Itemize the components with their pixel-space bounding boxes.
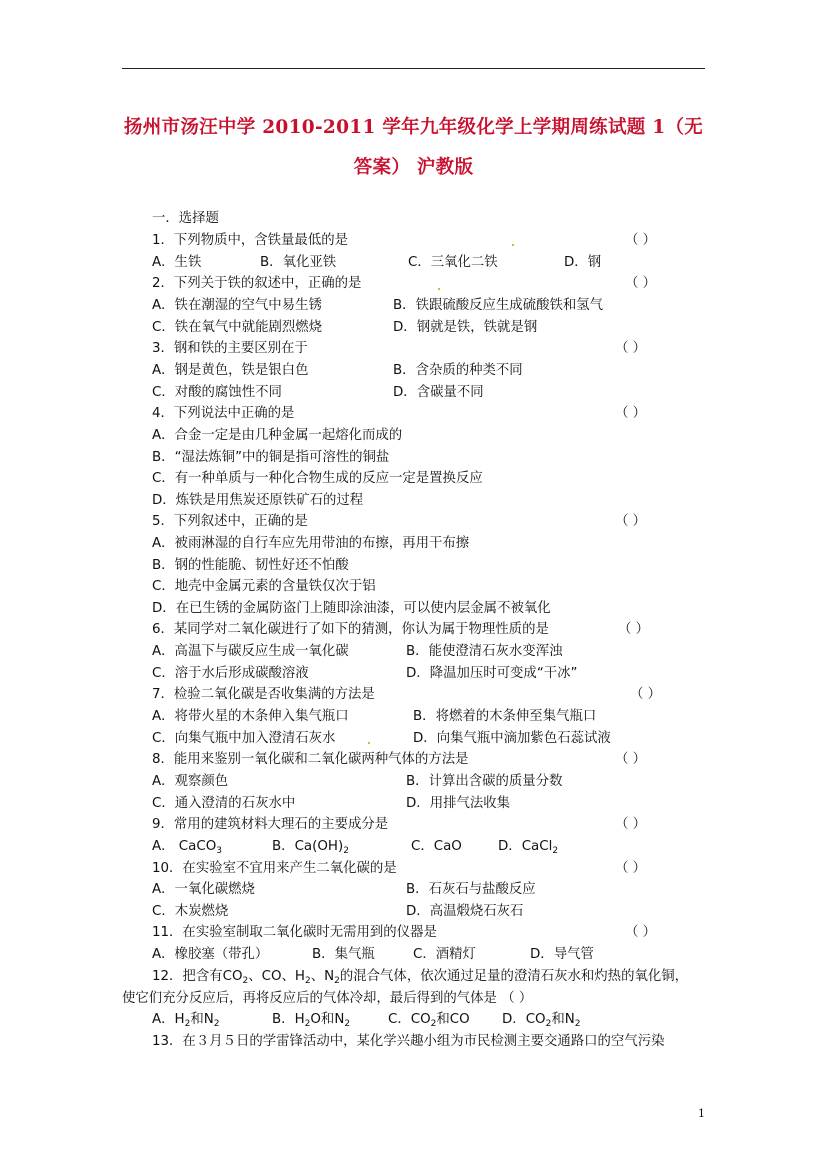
q11-option-d: D．导气管	[530, 947, 594, 962]
q7-stem: 7．检验二氧化碳是否收集满的方法是	[152, 687, 375, 702]
q11-answer-paren: （ ）	[625, 925, 657, 940]
q5-option-b: B．钢的性能脆、韧性好还不怕酸	[152, 558, 349, 573]
q3-stem: 3．钢和铁的主要区别在于	[152, 341, 308, 356]
q1-option-d: D．钢	[564, 255, 602, 270]
q4-answer-paren: （ ）	[615, 406, 647, 421]
q7-option-a: A．将带火星的木条伸入集气瓶口	[152, 709, 349, 724]
q2-option-b: B．铁跟硫酸反应生成硫酸铁和氢气	[393, 298, 604, 313]
q12-stem-line2: 使它们充分反应后，再将反应后的气体冷却，最后得到的气体是 （ ）	[122, 991, 533, 1006]
q10-option-b: B．石灰石与盐酸反应	[406, 882, 536, 897]
q1-option-c: C．三氧化二铁	[408, 255, 498, 270]
q9-option-c: C．CaO	[411, 839, 462, 854]
speck-mark	[368, 742, 370, 744]
q8-answer-paren: （ ）	[615, 752, 647, 767]
q10-option-a: A．一氧化碳燃烧	[152, 882, 255, 897]
q2-option-a: A．铁在潮湿的空气中易生锈	[152, 298, 322, 313]
q6-option-b: B．能使澄清石灰水变浑浊	[406, 644, 563, 659]
q6-option-a: A．高温下与碳反应生成一氧化碳	[152, 644, 349, 659]
q5-stem: 5．下列叙述中，正确的是	[152, 514, 308, 529]
q13-stem: 13．在３月５日的学雷锋活动中，某化学兴趣小组为市民检测主要交通路口的空气污染	[152, 1034, 665, 1049]
q6-answer-paren: （ ）	[618, 622, 650, 637]
q12-option-a: A．$H_2$和$N_2$	[152, 1012, 220, 1029]
q4-option-c: C．有一种单质与一种化合物生成的反应一定是置换反应	[152, 471, 483, 486]
q6-option-c: C．溶于水后形成碳酸溶液	[152, 666, 309, 681]
q5-answer-paren: （ ）	[615, 514, 647, 529]
q8-stem: 8．能用来鉴别一氧化碳和二氧化碳两种气体的方法是	[152, 752, 469, 767]
q7-option-b: B．将燃着的木条伸至集气瓶口	[413, 709, 597, 724]
q3-option-c: C．对酸的腐蚀性不同	[152, 385, 282, 400]
q10-option-d: D．高温煅烧石灰石	[406, 904, 524, 919]
q3-option-b: B．含杂质的种类不同	[393, 363, 523, 378]
q12-option-d: D．$CO_2$和$N_2$	[502, 1012, 581, 1029]
page-number: 1	[698, 1107, 705, 1120]
q10-option-c: C．木炭燃烧	[152, 904, 229, 919]
q8-option-c: C．通入澄清的石灰水中	[152, 796, 296, 811]
q11-option-c: C．酒精灯	[413, 947, 476, 962]
section-heading: 一．选择题	[152, 211, 219, 226]
q3-answer-paren: （ ）	[615, 341, 647, 356]
q10-stem: 10．在实验室不宜用来产生二氧化碳的是	[152, 861, 397, 876]
q2-option-c: C．铁在氧气中就能剧烈燃烧	[152, 320, 323, 335]
q5-option-d: D．在已生锈的金属防盗门上随即涂油漆，可以使内层金属不被氧化	[152, 601, 551, 616]
q5-option-c: C．地壳中金属元素的含量铁仅次于铝	[152, 579, 376, 594]
q2-stem: 2．下列关于铁的叙述中，正确的是	[152, 276, 362, 291]
q12-stem-line1: 12．把含有$CO_2$、CO、$H_2$、$N_2$的混合气体，依次通过足量的澄清石灰水和灼热的氧化铜，	[152, 969, 689, 986]
q9-option-a: A． CaCO$_3$	[152, 839, 222, 856]
q12-option-c: C．$CO_2$和CO	[388, 1012, 470, 1029]
q1-answer-paren: （ ）	[625, 233, 657, 248]
q2-answer-paren: （ ）	[625, 276, 657, 291]
q6-stem: 6．某同学对二氧化碳进行了如下的猜测，你认为属于物理性质的是	[152, 622, 549, 637]
q8-option-b: B．计算出含碳的质量分数	[406, 774, 563, 789]
q9-stem: 9．常用的建筑材料大理石的主要成分是	[152, 817, 389, 832]
q5-option-a: A．被雨淋湿的自行车应先用带油的布擦，再用干布擦	[152, 536, 470, 551]
q3-option-d: D．含碳量不同	[393, 385, 484, 400]
q12-option-b: B．$H_2O$和$N_2$	[272, 1012, 351, 1029]
q9-answer-paren: （ ）	[615, 817, 647, 832]
q1-option-a: A．生铁	[152, 255, 202, 270]
q7-answer-paren: （ ）	[630, 687, 662, 702]
document-title-line2: 答案） 沪教版	[353, 157, 474, 178]
q1-stem: 1．下列物质中，含铁量最低的是	[152, 233, 348, 248]
q10-answer-paren: （ ）	[615, 861, 647, 876]
q4-stem: 4．下列说法中正确的是	[152, 406, 295, 421]
q3-option-a: A．钢是黄色，铁是银白色	[152, 363, 309, 378]
q7-option-d: D．向集气瓶中滴加紫色石蕊试液	[413, 731, 611, 746]
q8-option-a: A．观察颜色	[152, 774, 229, 789]
q11-stem: 11．在实验室制取二氧化碳时无需用到的仪器是	[152, 925, 437, 940]
q9-option-d: D．CaCl$_2$	[498, 839, 559, 856]
q4-option-d: D．炼铁是用焦炭还原铁矿石的过程	[152, 493, 364, 508]
q2-option-d: D．钢就是铁，铁就是钢	[393, 320, 538, 335]
q11-option-b: B．集气瓶	[312, 947, 375, 962]
document-title-line1: 扬州市汤汪中学 2010-2011 学年九年级化学上学期周练试题 1（无	[123, 117, 704, 138]
q4-option-b: B．“湿法炼铜”中的铜是指可溶性的铜盐	[152, 450, 390, 465]
q7-option-c: C．向集气瓶中加入澄清石灰水	[152, 731, 336, 746]
speck-mark	[512, 244, 514, 246]
speck-mark	[438, 288, 440, 290]
q6-option-d: D．降温加压时可变成“干冰”	[406, 666, 578, 681]
q11-option-a: A．橡胶塞（带孔）	[152, 947, 269, 962]
q8-option-d: D．用排气法收集	[406, 796, 511, 811]
header-rule	[122, 68, 705, 69]
q4-option-a: A．合金一定是由几种金属一起熔化而成的	[152, 428, 403, 443]
q9-option-b: B．$Ca(OH)_2$	[272, 839, 349, 856]
q1-option-b: B．氧化亚铁	[260, 255, 337, 270]
